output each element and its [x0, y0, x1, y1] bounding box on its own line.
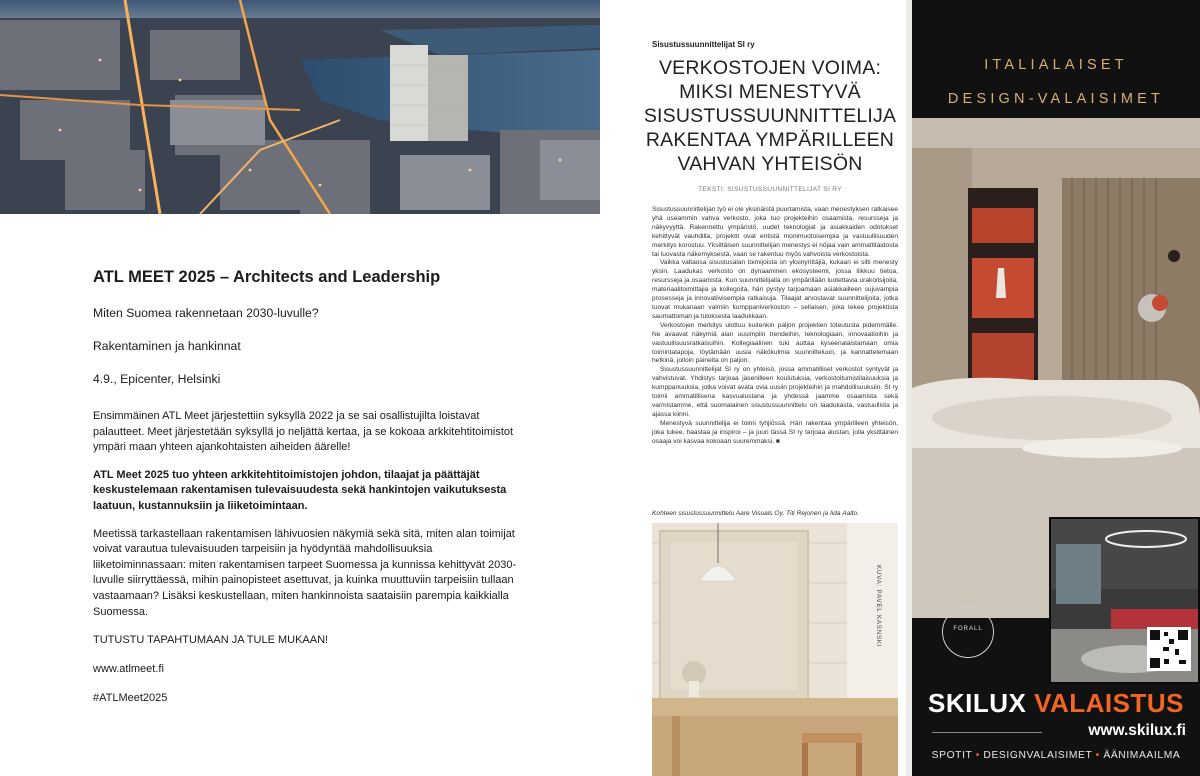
interior-photo	[652, 523, 898, 776]
event-hashtag: #ATLMeet2025	[93, 692, 168, 705]
event-paragraph-bold: ATL Meet 2025 tuo yhteen arkkitehtitoimistojen johdon, tilaajat ja päättäjät keskustelemaan rakentamisen tulevaisuudesta sekä hankintojen vaikutuksesta laatuun, kustannuksiin ja liiketoimintaan.	[93, 468, 507, 512]
event-paragraph: Meetissä tarkastellaan rakentamisen lähivuosien näkymiä sekä sitä, miten alan toimijat voivat varautua tulevaisuuden tarpeisiin ja hyödyntää mahdollisuuksia liiketoiminnassaan: miten rakentamisen tarpeet Suomessa ja kunnissa kehittyvät 2030-luvulle siirryttäessä, mihin painopisteet asettuvat, ja kuinka muuttuviin tarpeisiin tullaan vastaamaan? Lisäksi keskustellaan, miten hankinnoista saataisiin parempia kaikkialla Suomessa.	[93, 527, 517, 618]
article-title-line: MIKSI MENESTYVÄ	[679, 81, 861, 103]
skilux-brand	[912, 688, 1200, 719]
photo-caption: Kohteen sisustussuunnittelu Aare Visuals Oy, Titi Rejonen ja Iida Aalto.	[652, 510, 860, 517]
ad-tag-item: SPOTIT	[931, 750, 973, 761]
article-page	[600, 0, 906, 776]
event-heading: ATL MEET 2025 – Architects and Leadership	[93, 268, 441, 286]
event-url-link[interactable]: www.atlmeet.fi	[93, 663, 164, 676]
brand-valaistus: VALAISTUS	[1034, 688, 1184, 718]
dot-separator-icon: •	[1095, 750, 1100, 761]
event-paragraph: Ensimmäinen ATL Meet järjestettiin syksyllä 2022 ja se sai osallistujilta loistavat palautteet. Meet järjestetään syksyllä jo neljättä kertaa, ja se kokoaa arkkitehtitoimistot ympäri maan yhteen ajankohtaisten aiheiden äärelle!	[93, 410, 514, 454]
article-title	[640, 56, 900, 176]
city-aerial-photo	[0, 0, 600, 214]
event-cta: TUTUSTU TAPAHTUMAAN JA TULE MUKAAN!	[93, 634, 329, 647]
dot-separator-icon: •	[975, 750, 980, 761]
ad-title-line: ITALIALAISET	[984, 57, 1128, 73]
article-paragraph: Menestyvä suunnittelija ei toimi tyhjiössä. Hän rakentaa ympärilleen yhteisön, joka tukee, haastaa ja inspiroi – ja juuri tässä SI ry tarjoaa alustan, jolla yksittäinen osaaja voi kasvaa kokoaan suuremmaksi. ■	[652, 419, 898, 445]
ad-tag-item: ÄÄNIMAAILMA	[1103, 750, 1181, 761]
ad-tag-item: DESIGNVALAISIMET	[983, 750, 1093, 761]
restaurant-inset-photo	[1049, 517, 1200, 684]
article-paragraph: Vaikka valtaosa sisustusalan toimijoista on yksinyrittäjiä, kukaan ei silti menesty yksin. Laadukas verkosto on dynaaminen ekosysteemi, jossa liikkuu tietoa, resursseja ja osaamista. Kun suunnittelijalla on ympärillään luotettavia urakoitsijoita, materiaalitoimittajia ja kollegoita, hän pystyy tarjoamaan asiakkailleen sujuvampia prosesseja ja innovatiivisempia ratkaisuja. Tilaajat arvostavat suunnittelijoita, jotka tuovat mukanaan valmiin kumppaniverkoston – sellaisen, joka tekee projektista saumattoman ja tuloksesta laadukkaan.	[652, 259, 898, 320]
ad-tagline	[912, 750, 1200, 761]
article-paragraph: Sisustussuunnittelijat SI ry on yhteisö, jossa ammatilliset verkostot syntyvät ja vahvistuvat. Yhdistys tarjoaa jäsenilleen koulutuksia, verkostoitumistilaisuuksia ja kumppanuuksia, jotka voivat avata ovia uusiin projekteihin ja mahdollisuuksiin. SI ry toimii ammatillisena kasvualustana ja yhdessä jaamme osaamista sekä varmistamme, että suomalainen sisustussuunnittelu on laadukasta, vastuullista ja ajassa kiinni.	[652, 366, 898, 418]
ad-title-line: DESIGN-VALAISIMET	[947, 91, 1165, 107]
ad-title	[912, 48, 1200, 116]
event-theme: Rakentaminen ja hankinnat	[93, 339, 241, 353]
event-announcement	[93, 268, 518, 721]
forall-logo: FORALL	[953, 626, 983, 632]
skilux-url-link[interactable]: www.skilux.fi	[1088, 722, 1186, 739]
article-paragraph: Sisustussuunnittelijan työ ei ole yksinäistä puurtamista, vaan menestyksen ratkaisee yhä useammin vahva verkosto, joka tuo projekteihin osaamista, resursseja ja näkyvyyttä. Rakennettu ympäristö, uudet teknologiat ja asiakkaiden odotukset kehittyvät vauhdilla, projektit ovat entistä monimuotoisempia ja vastuullisuuden merkitys korostuu. Yksittäisen suunnittelijan menestys ei nöjaa vain ammattitaidosta tai luovasta näkemyksestä, vaan se rakentuu myös vahvoista verkostoista.	[652, 206, 898, 258]
article-byline: TEKSTI: SISUSTUSSUUNNITTELIJAT SI RY	[698, 186, 842, 193]
forall-logo-ring	[942, 606, 994, 658]
photo-credit: KUVA: PAVEL KASNSKI	[875, 565, 882, 648]
event-date-place: 4.9., Epicenter, Helsinki	[93, 372, 221, 386]
event-question: Miten Suomea rakennetaan 2030-luvulle?	[93, 306, 319, 320]
article-paragraph: Verkostojen merkitys ulottuu kuitenkin paljon projektien toteutusta pidemmälle. Ne avaavat näkymiä alan uusimpiin trendeihin, teknologiaan, innovaatioihin ja vastuullisuusratkaisuihin. Kollegiaalinen tuki auttaa kyseenalaistamaan omia toimintatapoja, löytämään uusia näkökulmia suunnitteluun, ja kannattelemaan hetkinä, jolloin paineita on paljon.	[652, 321, 898, 365]
article-title-line: VAHVAN YHTEISÖN	[677, 153, 863, 175]
article-title-line: SISUSTUSSUUNNITTELIJA	[643, 105, 897, 127]
brand-skilux: SKILUX	[928, 688, 1027, 718]
article-org: Sisustussuunnittelijat SI ry	[652, 40, 755, 49]
article-body	[652, 206, 898, 446]
article-title-line: RAKENTAA YMPÄRILLEEN	[645, 129, 895, 151]
article-title-line: VERKOSTOJEN VOIMA:	[658, 57, 882, 79]
skilux-advertisement	[912, 0, 1200, 776]
